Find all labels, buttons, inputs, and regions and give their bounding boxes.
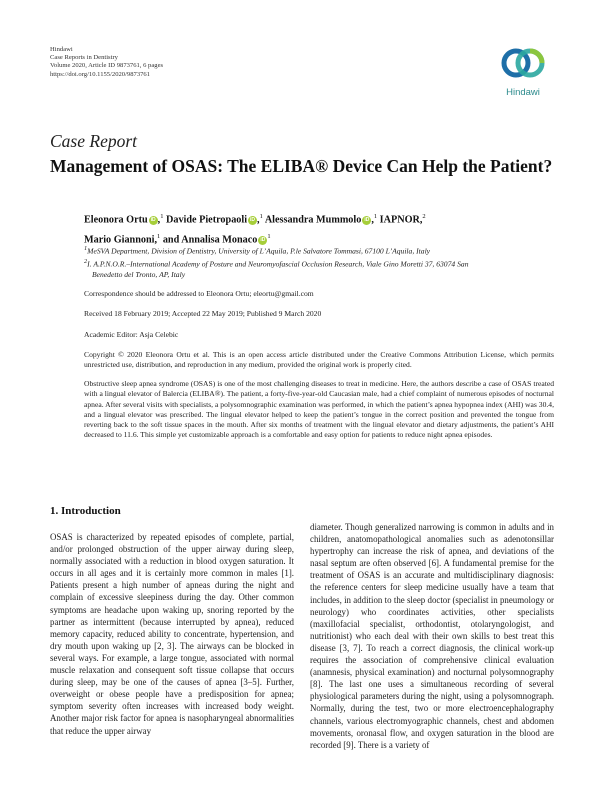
hindawi-logo: [496, 44, 550, 98]
article-type: Case Report: [50, 131, 138, 151]
author-name: and Annalisa Monaco: [162, 234, 258, 246]
author-affiliation-sup: 1: [373, 213, 378, 220]
article-title: Management of OSAS: The ELIBA® Device Can Help the Patient?: [50, 156, 553, 176]
author-name: Eleonora Ortu: [84, 214, 148, 226]
copyright-notice: Copyright © 2020 Eleonora Ortu et al. This is an open access article distributed under the Creative Commons Attribution License, which permits unrestricted use, distribution, and reproduction in any medium, provided the original work is properly cited.: [84, 350, 554, 370]
abstract: Obstructive sleep apnea syndrome (OSAS) is one of the most challenging diseases to treat in medicine. Here, the authors describe a case of OSAS treated with a lingual elevator of Balercia (ELIBA®). The patient, a forty-five-year-old Caucasian male, had a chief complaint of numerous episodes of nocturnal apnea. After several visits with specialists, a polysomnographic examination was performed, in which the patient’s apnea hypopnea index (AHI) was 30.4, and a lingual elevator was prescribed. The lingual elevator helped to keep the patient’s tongue in the correct position and prevented the tongue from reverting back to the soft tissue spaces in the mouth. After six months of treatment with the lingual elevator and dietary adjustments, the patient’s AHI decreased to 11.6. This simple yet customizable approach is a comfortable and easy option for patients to reduce night apnea episodes.: [84, 379, 554, 440]
logo-text: Hindawi: [506, 87, 540, 98]
author-affiliation-sup: 2: [422, 213, 426, 220]
article-dates: Received 18 February 2019; Accepted 22 May 2019; Published 9 March 2020: [84, 309, 322, 318]
affiliation-1: [84, 244, 554, 257]
affiliation-2-continued: Benedetto del Tronto, AP, Italy: [92, 270, 186, 280]
publisher-name: Hindawi: [50, 46, 73, 53]
section-heading: 1. Introduction: [50, 505, 121, 517]
journal-header: [50, 46, 163, 79]
journal-name: Case Reports in Dentistry: [50, 54, 118, 62]
author-name: Mario Giannoni,: [84, 234, 158, 246]
orcid-icon[interactable]: iD: [260, 237, 266, 244]
author-affiliation-sup: 1: [157, 232, 161, 240]
correspondence: Correspondence should be addressed to Eleonora Ortu; eleortu@gmail.com: [84, 289, 314, 298]
doi-link[interactable]: https://doi.org/10.1155/2020/9873761: [50, 70, 151, 78]
author-name: Davide Pietropaoli: [166, 214, 248, 226]
paragraph: OSAS is characterized by repeated episodes of complete, partial, and/or prolonged obstruction of the upper airway during sleep, normally associated with a reduction in blood oxygen saturation. It occurs in all ages and it is certainly more common in males [1]. Patients present a high number of apneas during the night and complain of excessive sleepiness during the day. Other common symptoms are headache upon waking up, snoring reported by the partner as intermittent (because interrupted by apnea), reduced memory capacity, reduced ability to concentrate, hypertension, and dry mouth upon waking up [2, 3]. The airways can be blocked in several ways. For example, a large tongue, associated with normal muscle relaxation and consequent soft tissue collapse that occurs during sleep, may be one of the causes of apnea [3–5]. Further, overweight or obese people have a predisposition for apnea; symptom severity often increases with increased body weight. Another major risk factor for apnea is nasopharyngeal abnormalities that reduce the upper airway: [50, 532, 294, 736]
orcid-icon[interactable]: iD: [364, 217, 370, 224]
affiliation-text: MeSVA Department, Division of Dentistry, University of L’Aquila, P.le Salvatore Tommasi, 67100 L’Aquila, Italy: [87, 246, 431, 256]
author-name: Alessandra Mummolo: [264, 214, 362, 226]
author-affiliation-sup: 1: [259, 213, 263, 220]
author-affiliation-sup: 1: [160, 213, 164, 220]
orcid-icon[interactable]: iD: [250, 217, 256, 224]
body-column-right: [310, 521, 554, 751]
orcid-icon[interactable]: iD: [150, 217, 156, 224]
paragraph: diameter. Though generalized narrowing is common in adults and in children, anatomopathological anomalies such as adenotonsillar hypertrophy can increase the risk of apnea, and deviations of the nasal septum are often observed [6]. A fundamental premise for the treatment of OSAS is an accurate and multidisciplinary diagnosis: the reference centers for sleep medicine usually have a team that includes, in addition to the sleep doctor (specialist in pneumology or neurology) who coordinates activities, other specialists (maxillofacial specialist, orthodontist, otolaryngologist, and nutritionist) who each deal with their own skills to best treat this disease [3, 7]. To reach a correct diagnosis, the clinical work-up requires the association of comprehensive clinical evaluation (anamnesis, physical examination) and nocturnal polysomnography [8]. The last one uses a simultaneous recording of several physiological parameters during the night, using a polysomnograph. Normally, during the test, two or more electroencephalography channels, various electromyographic channels, chest and abdomen movements, oronasal flow, and oxygen saturation in the blood are recorded [9]. There is a variety of: [310, 522, 554, 750]
affiliation-sup: 1: [84, 245, 88, 252]
author-affiliation-sup: 1: [267, 232, 271, 240]
affiliations: [84, 244, 554, 281]
author-list: [84, 209, 426, 249]
affiliation-2: [84, 257, 554, 270]
author-line-1: Eleonora Ortu iD ,$^1$ Davide Pietropaoli iD ,$^1$ Alessandra Mummolo iD ,$^1$ IAPNOR,$^2$: [84, 213, 426, 226]
body-column-left: [50, 531, 294, 737]
volume-info: Volume 2020, Article ID 9873761, 6 pages: [50, 62, 164, 70]
author-name: IAPNOR,: [379, 214, 423, 226]
academic-editor: Academic Editor: Asja Celebic: [84, 330, 179, 339]
affiliation-sup: 2: [84, 258, 88, 266]
affiliation-text: I. A.P.N.O.R.–International Academy of Posture and Neuromyofascial Occlusion Research, Viale Gino Moretti 37, 63074 San: [87, 259, 469, 269]
hindawi-logo-icon: [499, 44, 547, 82]
